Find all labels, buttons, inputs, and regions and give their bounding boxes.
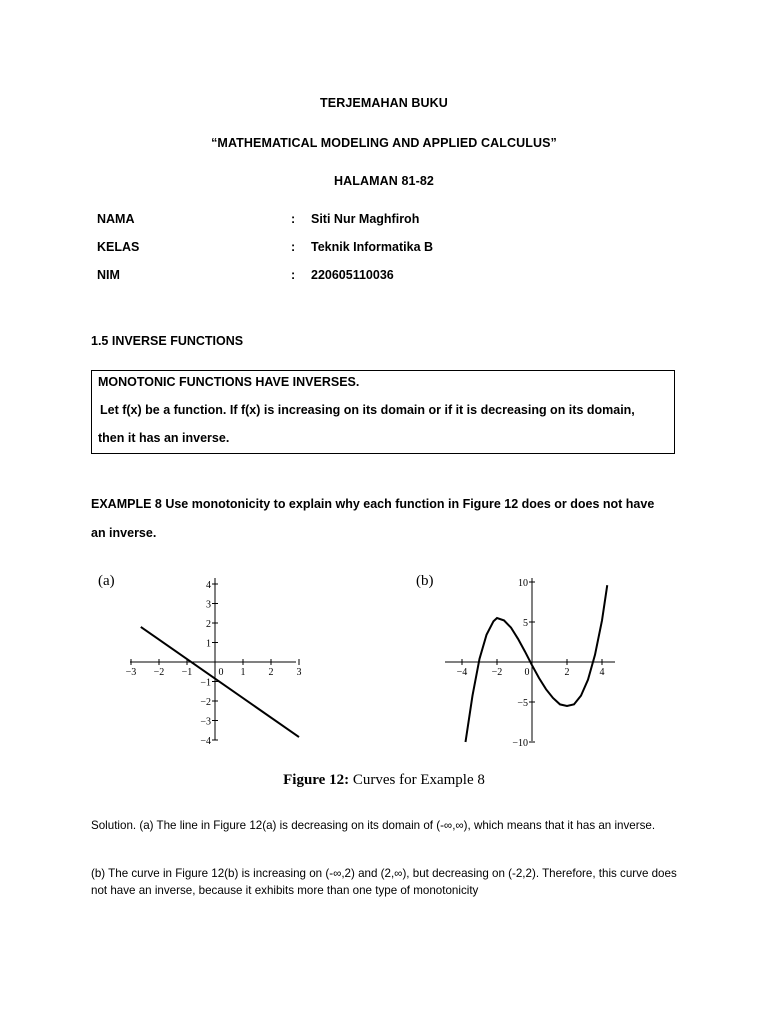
info-label: NIM <box>97 268 120 282</box>
panel-a-x-tick-label: −3 <box>125 667 137 678</box>
theorem-line-1: Let f(x) be a function. If f(x) is increasing on its domain or if it is decreasing on its domain, <box>100 403 635 417</box>
panel-b-y-tick-label: 5 <box>523 618 528 629</box>
info-value: Teknik Informatika B <box>311 240 434 254</box>
info-label: NAMA <box>97 212 135 226</box>
panel-b-curve <box>466 585 608 742</box>
doc-title: TERJEMAHAN BUKU <box>320 96 448 110</box>
panel-a-y-tick-label: −4 <box>200 736 211 747</box>
panel-a-x-tick-label: 1 <box>240 667 246 678</box>
panel-a-label: (a) <box>98 573 115 589</box>
panel-b-x-tick-label: 4 <box>599 667 605 678</box>
panel-b-y-tick-label: 10 <box>518 578 528 589</box>
panel-a-y-tick-label: 1 <box>206 638 211 650</box>
theorem-line-2: then it has an inverse. <box>98 431 230 445</box>
panel-a-x-tick-label: −1 <box>181 667 193 678</box>
panel-b-y-tick-label: −10 <box>512 738 528 749</box>
panel-a-y-tick-label: −1 <box>200 677 211 689</box>
panel-b-x-tick-label: −2 <box>491 667 503 678</box>
info-colon: : <box>291 212 296 226</box>
info-colon: : <box>291 268 296 282</box>
panel-a-x-tick-label: −2 <box>153 667 165 678</box>
info-label: KELAS <box>97 240 140 254</box>
page-range: HALAMAN 81-82 <box>334 174 434 188</box>
panel-b-x-tick-label: 2 <box>564 667 570 678</box>
info-colon: : <box>291 240 296 254</box>
panel-a-line <box>141 627 299 737</box>
panel-a-y-tick-label: 2 <box>206 619 211 630</box>
panel-a-y-tick-label: 4 <box>206 580 211 591</box>
panel-a-y-tick-label: −3 <box>200 716 211 728</box>
theorem-title: MONOTONIC FUNCTIONS HAVE INVERSES. <box>98 375 360 389</box>
panel-b-x-tick-label: 0 <box>524 667 530 678</box>
panel-a-x-tick-label: 2 <box>268 667 274 678</box>
example-line-1: EXAMPLE 8 Use monotonicity to explain why each function in Figure 12 does or does not have <box>91 497 655 511</box>
solution-a: Solution. (a) The line in Figure 12(a) is decreasing on its domain of (-∞,∞), which means that it has an inverse. <box>91 819 656 832</box>
info-value: 220605110036 <box>311 268 394 282</box>
panel-b-y-tick-label: −5 <box>517 698 528 709</box>
figure-panel-b <box>410 565 620 755</box>
info-value: Siti Nur Maghfiroh <box>311 212 420 226</box>
figure-caption-text: Curves for Example 8 <box>352 772 485 788</box>
panel-a-y-tick-label: −2 <box>200 697 211 708</box>
panel-b-label: (b) <box>416 573 434 589</box>
figure-panel-a <box>90 565 310 755</box>
book-title: “MATHEMATICAL MODELING AND APPLIED CALCULUS” <box>211 136 557 150</box>
figure-caption <box>0 772 768 789</box>
example-line-2: an inverse. <box>91 526 157 540</box>
figure-caption-label: Figure 12: <box>283 772 350 788</box>
theorem-box <box>91 370 675 454</box>
panel-a-x-tick-label: 3 <box>296 667 302 678</box>
panel-a-x-tick-label: 0 <box>218 667 224 678</box>
panel-a-y-tick-label: 3 <box>206 599 211 611</box>
section-title: 1.5 INVERSE FUNCTIONS <box>91 334 244 348</box>
panel-b-x-tick-label: −4 <box>456 667 468 678</box>
solution-b: (b) The curve in Figure 12(b) is increasing on (-∞,2) and (2,∞), but decreasing on (-2,2). Therefore, this curve does not have an inverse, because it exhibits more than one type of monotonicity <box>91 867 677 897</box>
